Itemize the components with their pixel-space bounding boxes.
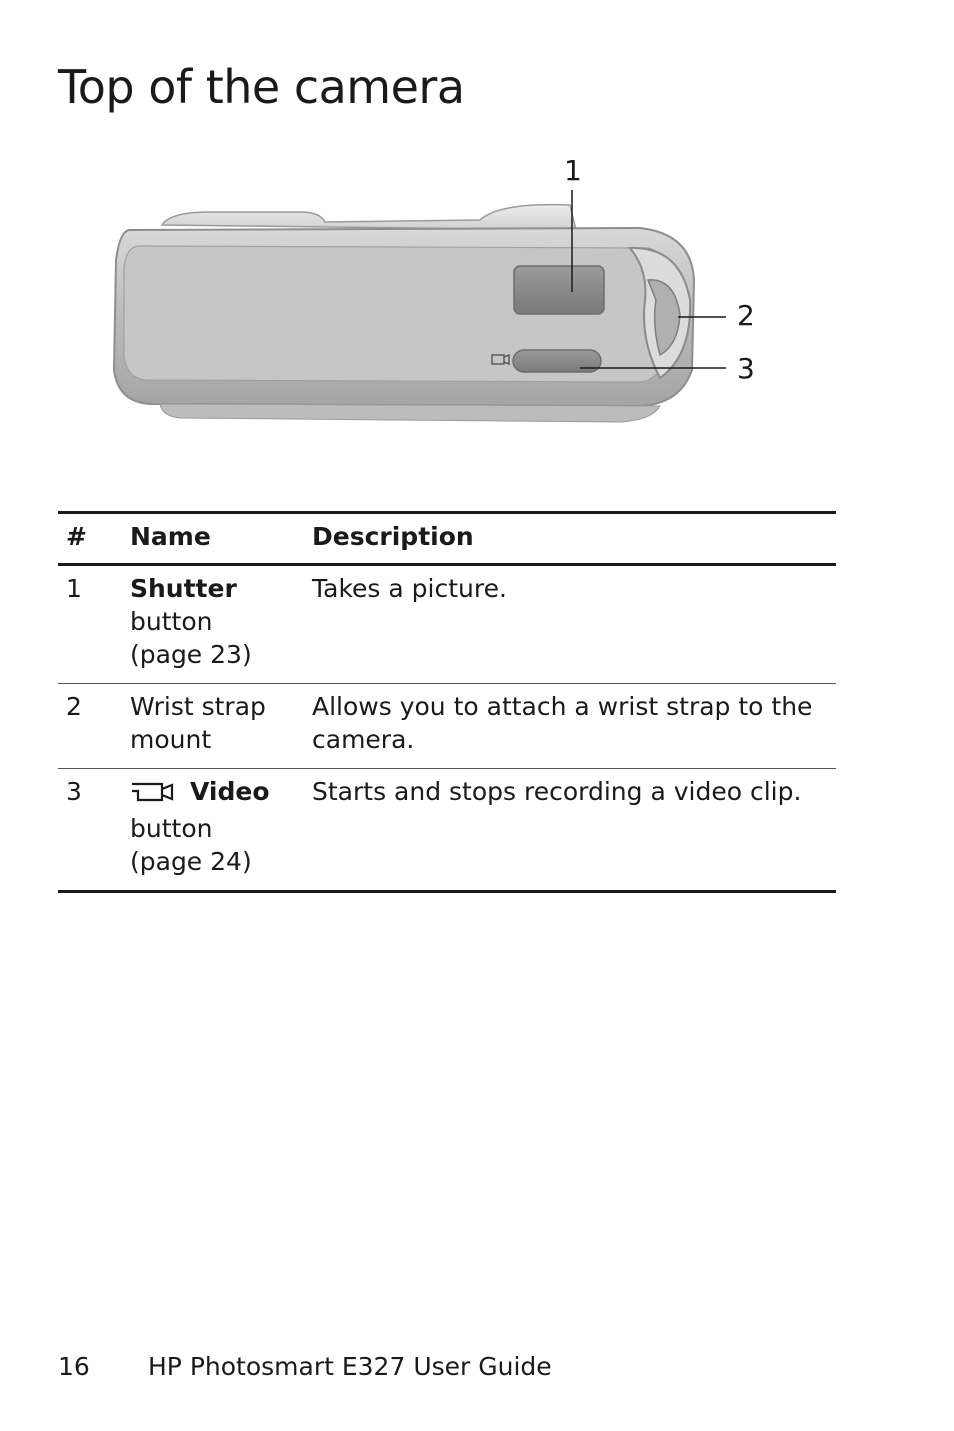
row-number: 2: [66, 692, 82, 721]
shutter-button: [514, 266, 604, 314]
description-line-2: camera.: [312, 725, 415, 754]
page-footer: [58, 1350, 552, 1383]
description-line-1: Allows you to attach a wrist strap to the: [312, 692, 813, 721]
name-line-2: mount: [130, 725, 212, 754]
name-line-2: button: [130, 814, 213, 843]
row-description: Starts and stops recording a video clip.: [312, 777, 802, 806]
header-description: Description: [312, 522, 474, 551]
callout-number-1: 1: [564, 154, 582, 187]
row-number: 3: [66, 777, 82, 806]
name-bold: Shutter: [130, 574, 237, 603]
row-number: 1: [66, 574, 82, 603]
camera-top-figure: [100, 150, 780, 470]
header-name: Name: [130, 522, 211, 551]
row-name: [130, 565, 312, 684]
callout-number-3: 3: [737, 352, 755, 385]
header-number: #: [66, 522, 87, 551]
parts-table: [58, 511, 836, 893]
row-name: [130, 684, 312, 769]
table-header-row: [58, 513, 836, 565]
page-title: Top of the camera: [58, 60, 465, 114]
camera-top-illustration: [100, 150, 780, 470]
table-row: [58, 565, 836, 684]
camera-bottom-edge: [160, 404, 660, 422]
row-name: [130, 769, 312, 892]
guide-title: HP Photosmart E327 User Guide: [148, 1352, 552, 1381]
row-description: Takes a picture.: [312, 574, 507, 603]
table-row: [58, 684, 836, 769]
page-number: 16: [58, 1352, 90, 1381]
video-icon: [130, 779, 176, 812]
name-bold: Video: [190, 777, 270, 806]
row-description: [312, 684, 836, 769]
callout-number-2: 2: [737, 299, 755, 332]
name-rest: button: [130, 607, 213, 636]
name-line-1: Wrist strap: [130, 692, 266, 721]
table-row: [58, 769, 836, 892]
camera-top-ridge: [162, 205, 576, 230]
page-reference: (page 24): [130, 847, 252, 876]
page-reference: (page 23): [130, 640, 252, 669]
